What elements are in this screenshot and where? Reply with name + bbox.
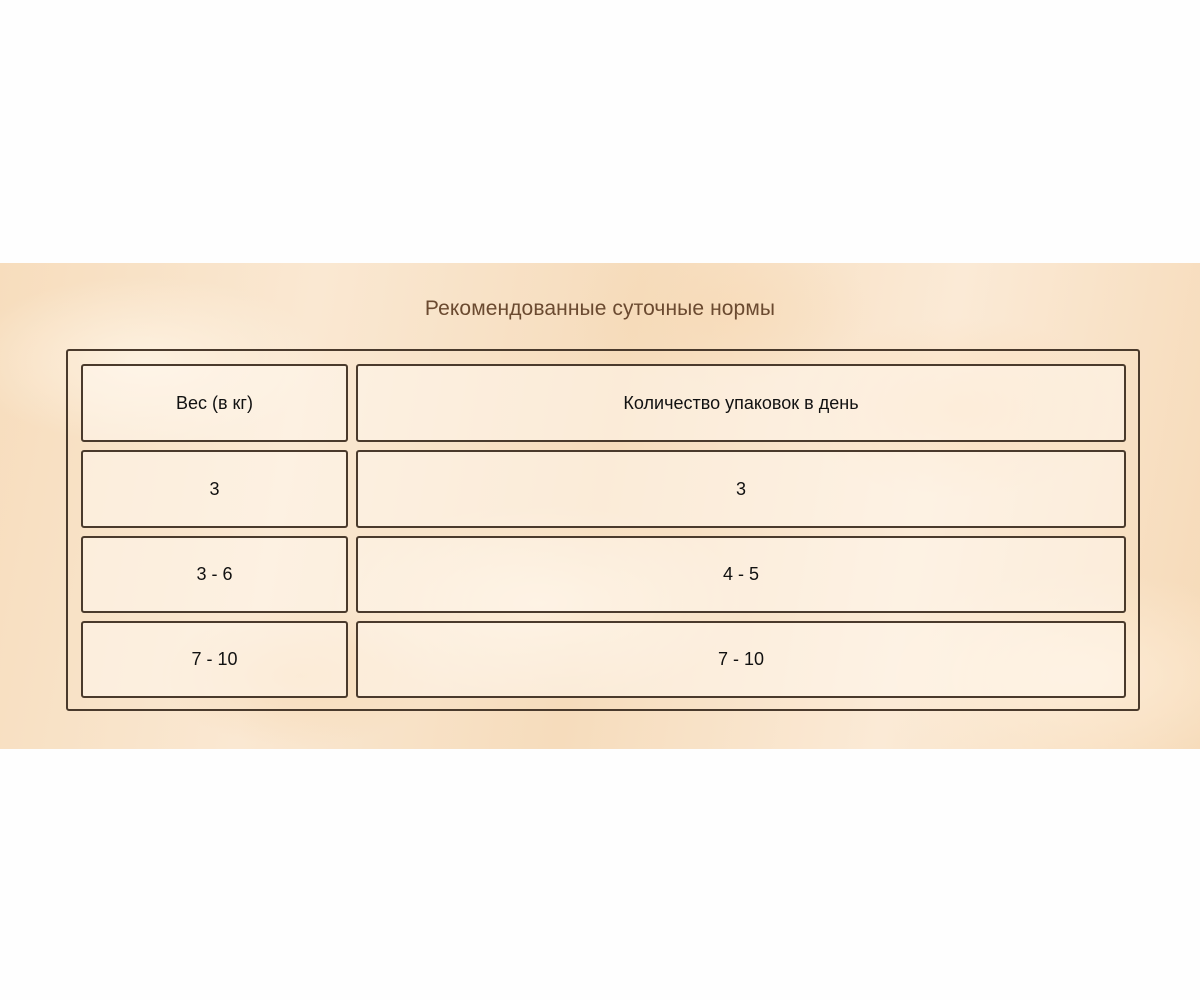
- table-cell-weight-row-3: 7 - 10: [81, 621, 348, 698]
- table-header-packs-per-day: Количество упаковок в день: [356, 364, 1126, 442]
- table-cell-packs-row-2: 4 - 5: [356, 536, 1126, 613]
- table-cell-packs-row-3: 7 - 10: [356, 621, 1126, 698]
- table-cell-weight-row-2: 3 - 6: [81, 536, 348, 613]
- page-title: Рекомендованные суточные нормы: [424, 297, 776, 320]
- table-cell-packs-row-1: 3: [356, 450, 1126, 528]
- table-cell-weight-row-1: 3: [81, 450, 348, 528]
- table-header-weight: Вес (в кг): [81, 364, 348, 442]
